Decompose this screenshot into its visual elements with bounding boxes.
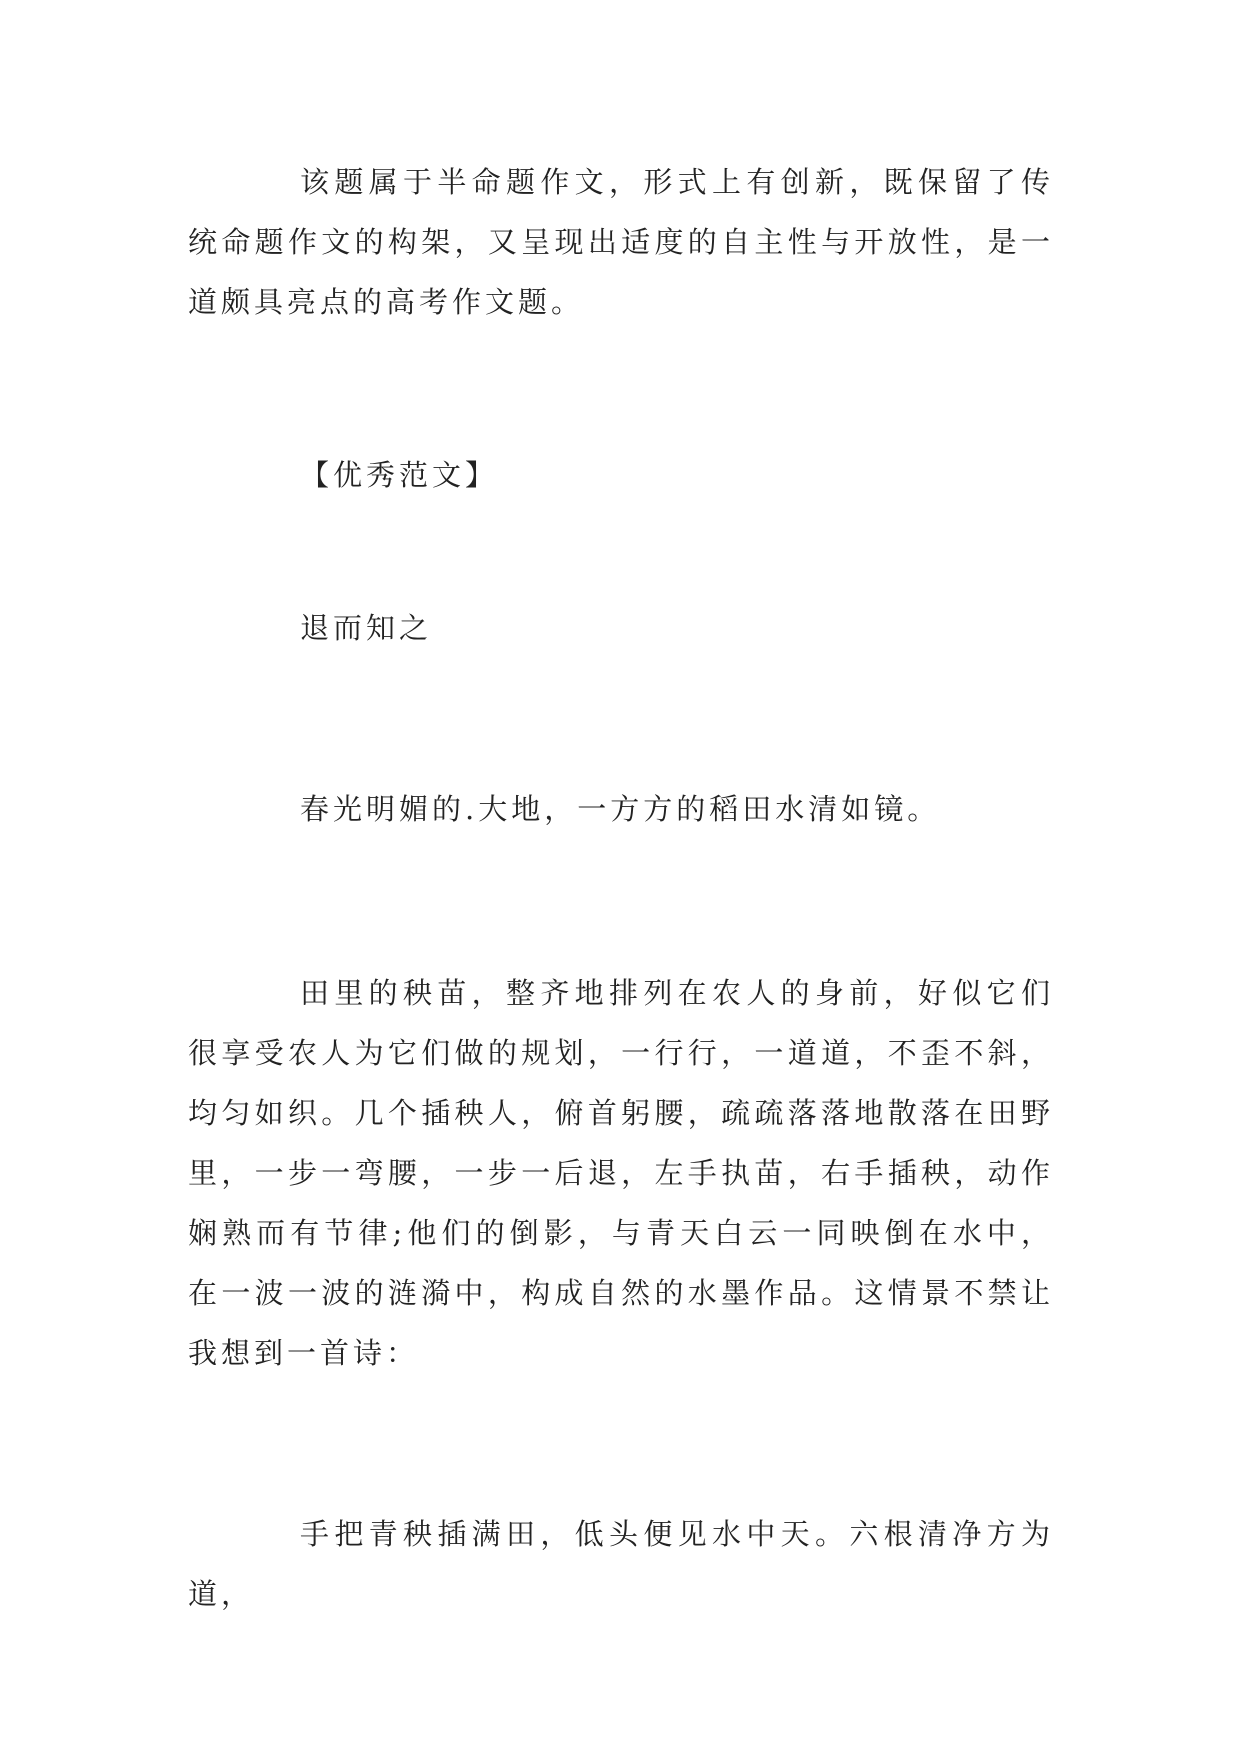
document-page [188,152,1054,1624]
poem-line: 手把青秧插满田，低头便见水中天。六根清净方为道， [188,1517,1054,1611]
essay-title: 退而知之 [300,611,433,645]
essay-paragraph-2: 田里的秧苗，整齐地排列在农人的身前，好似它们很享受农人为它们做的规划，一行行，一道道，不歪不斜，均匀如织。几个插秧人，俯首躬腰，疏疏落落地散落在田野里，一步一弯腰，一步一后退，左手执苗，右手插秧，动作娴熟而有节律;他们的倒影，与青天白云一同映倒在水中，在一波一波的涟漪中，构成自然的水墨作品。这情景不禁让我想到一首诗： [188,976,1054,1370]
section-heading: 【优秀范文】 [300,458,499,492]
essay-paragraph-1: 春光明媚的.大地，一方方的稻田水清如镜。 [300,792,941,826]
intro-paragraph: 该题属于半命题作文，形式上有创新，既保留了传统命题作文的构架，又呈现出适度的自主性与开放性，是一道颇具亮点的高考作文题。 [188,165,1054,319]
